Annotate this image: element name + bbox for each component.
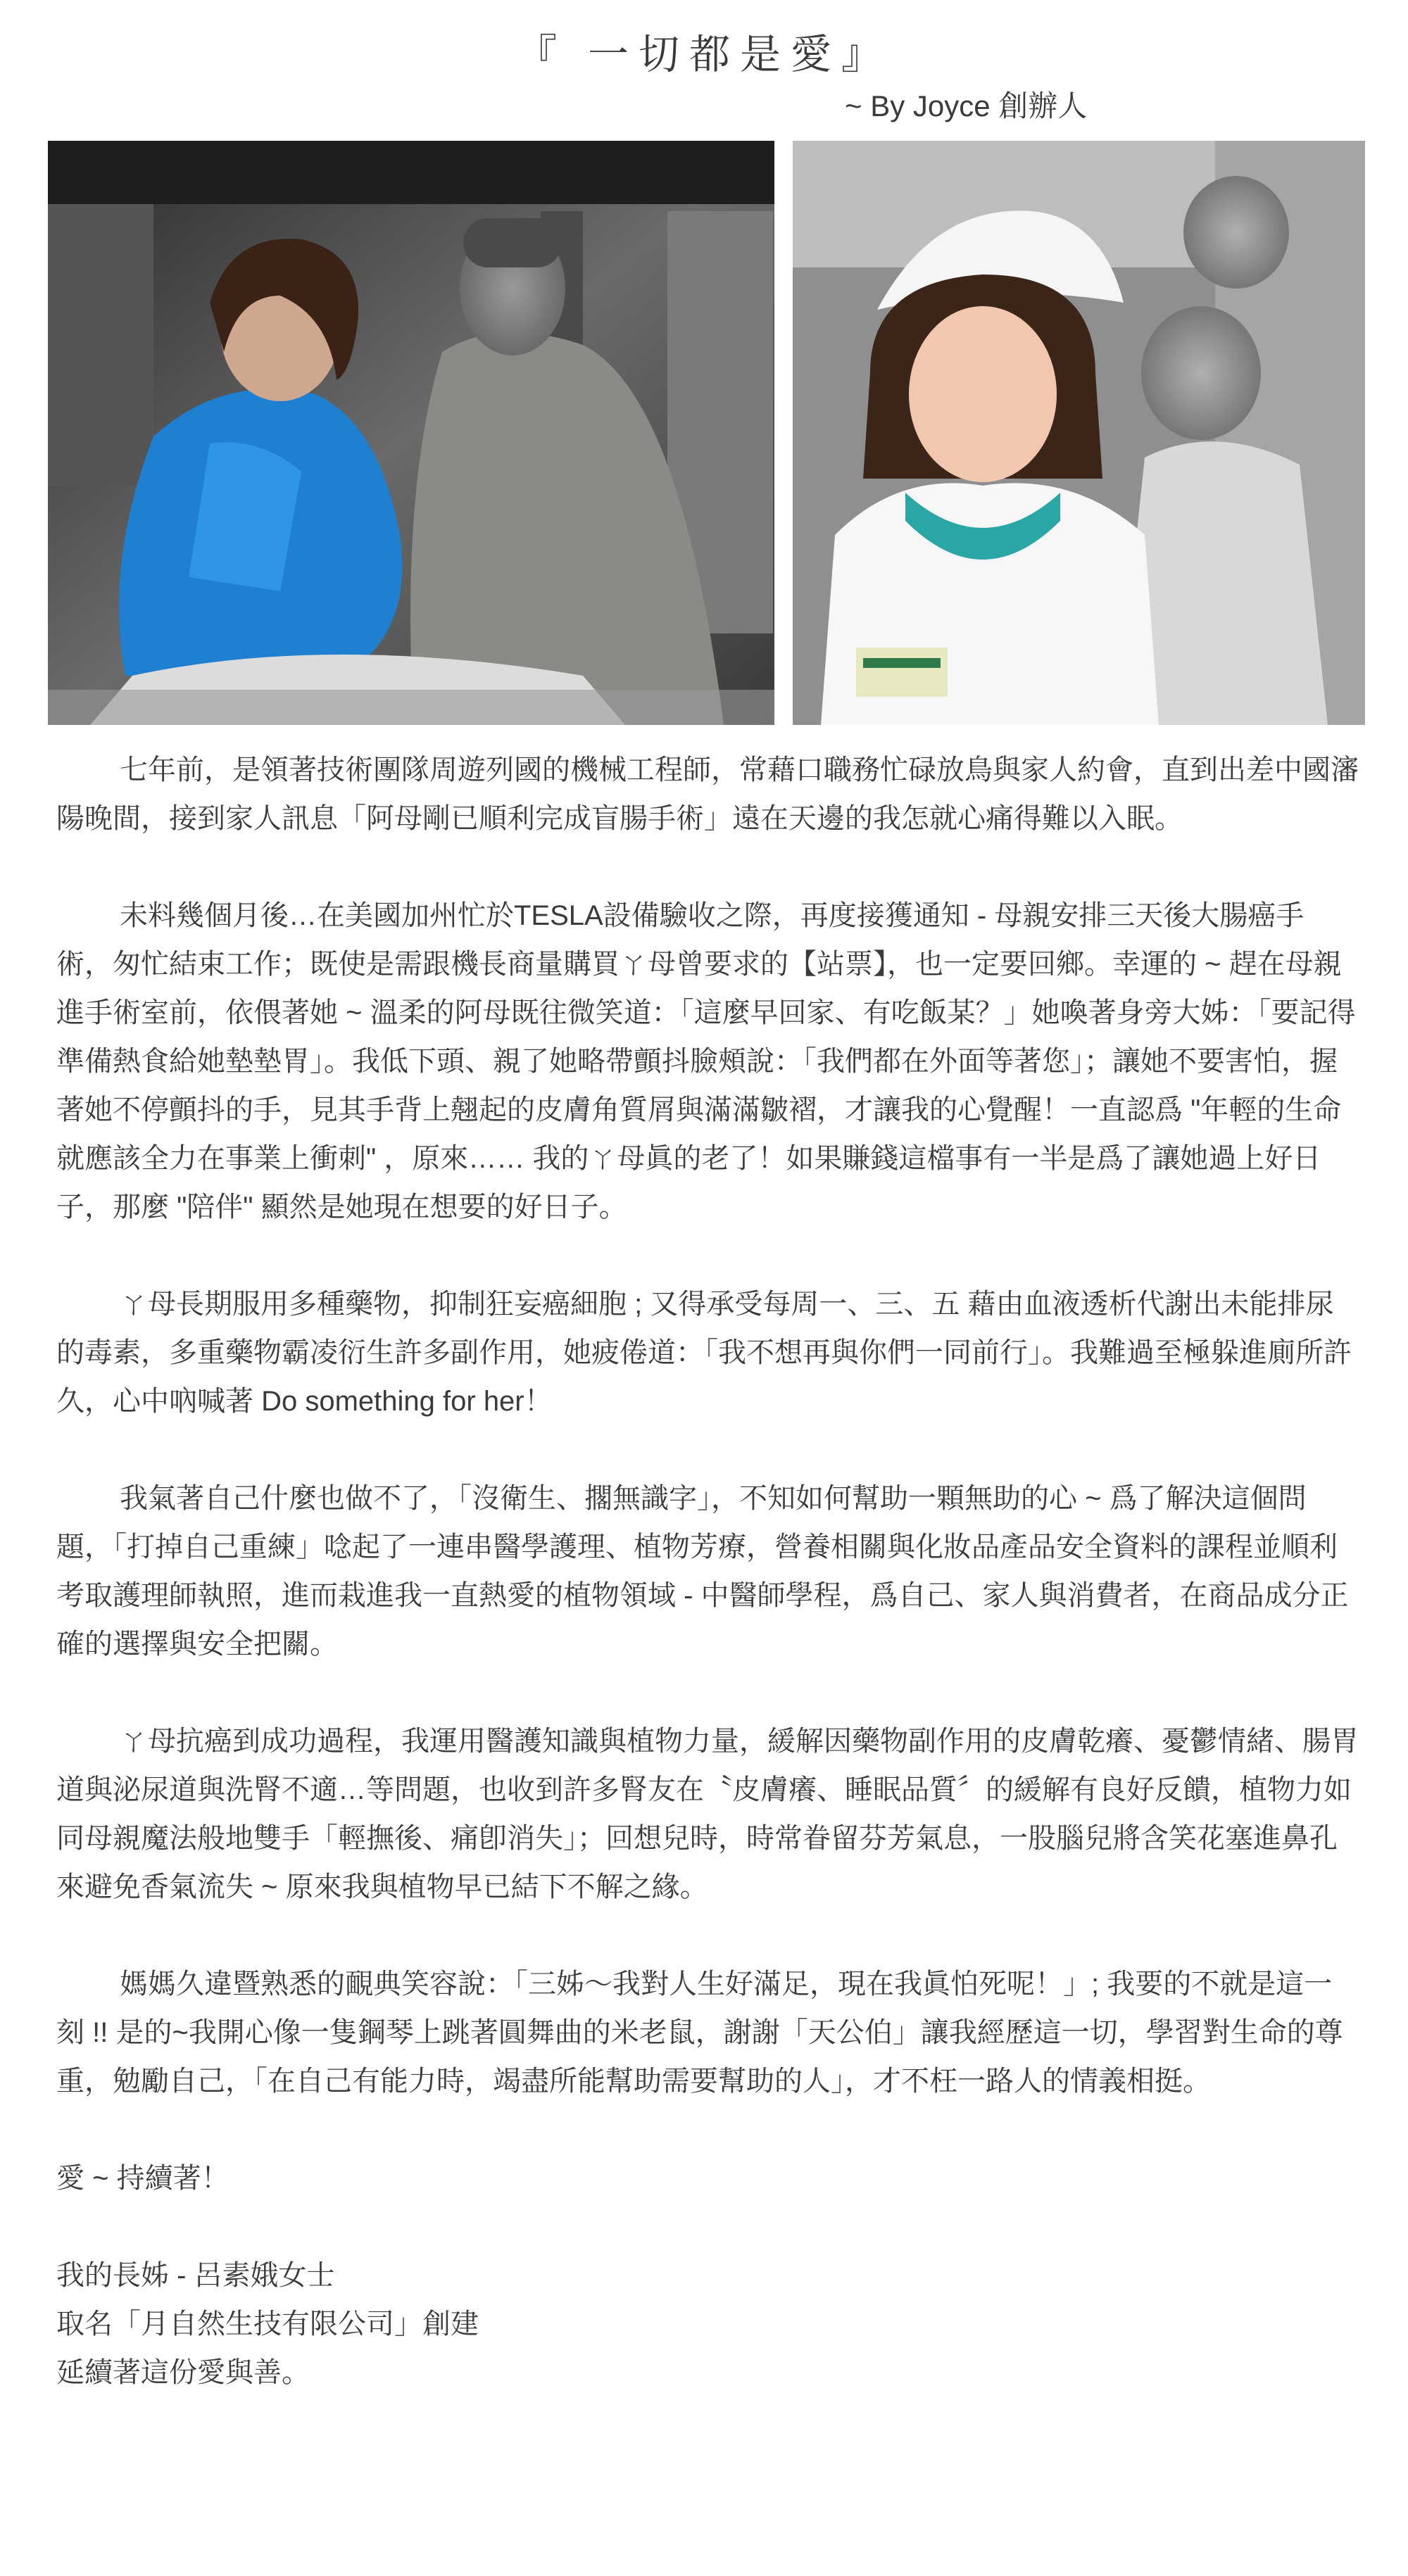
page-title: 『 一切都是愛』 — [515, 32, 893, 77]
nurse-photo — [793, 141, 1365, 725]
paragraph-1: 七年前，是領著技術團隊周遊列國的機械工程師，常藉口職務忙碌放鳥與家人約會，直到出差中國瀋陽晚間，接到家人訊息「阿母剛已順利完成盲腸手術」遠在天邊的我怎就心痛得難以入眠。 — [56, 755, 1359, 834]
signature-line: 我的長姊 - 呂素娥女士 — [56, 2260, 335, 2291]
paragraph-6: 媽媽久違暨熟悉的靦典笑容說：「三姊～我對人生好滿足，現在我眞怕死呢！」; 我要的不就是這一刻 !! 是的~我開心像一隻鋼琴上跳著圓舞曲的米老鼠，謝謝「天公伯」讓我經歷這一切，學習對生命的尊重，勉勵自己，「在自己有能力時，竭盡所能幫助需要幫助的人」，才不枉一路人的情義相挺。 — [56, 1969, 1343, 2097]
paragraph-5: ㄚ母抗癌到成功過程，我運用醫護知識與植物力量，緩解因藥物副作用的皮膚乾癢、憂鬱情緒、腸胃道與泌尿道與洗腎不適…等問題，也收到許多腎友在〝皮膚癢、睡眠品質〞的緩解有良好反饋，植物力如同母親魔法般地雙手「輕撫後、痛卽消失」；回想兒時，時常眷留芬芳氣息，一股腦兒將含笑花塞進鼻孔來避免香氣流失 ~ 原來我與植物早已結下不解之緣。 — [56, 1726, 1359, 1902]
paragraph-4: 我氣著自己什麼也做不了，「沒衛生、擱無識字」，不知如何幫助一顆無助的心 ~ 爲了解決這個問題，「打掉自己重練」唸起了一連串醫學護理、植物芳療，營養相關與化妝品產品安全資料的課程並順利考取護理師執照，進而栽進我一直熱愛的植物領域 - 中醫師學程，爲自己、家人與消費者，在商品成分正確的選擇與安全把關。 — [56, 1483, 1349, 1660]
paragraph-2: 未料幾個月後…在美國加州忙於TESLA設備驗收之際，再度接獲通知 - 母親安排三天後大腸癌手術，匆忙結束工作；既使是需跟機長商量購買ㄚ母曾要求的【站票】，也一定要回鄉。幸運的 ~ 趕在母親進手術室前，依偎著她 ~ 溫柔的阿母既往微笑道：「這麼早回家、有吃飯某？」她喚著身旁大姊：「要記得準備熱食給她墊墊胃」。我低下頭、親了她略帶顫抖臉頰說：「我們都在外面等著您」；讓她不要害怕，握著她不停顫抖的手，見其手背上翹起的皮膚角質屑與滿滿皺褶，才讓我的心覺醒！一直認爲 "年輕的生命就應該全力在事業上衝刺" ，原來…… 我的ㄚ母眞的老了！如果賺錢這檔事有一半是爲了讓她過上好日子，那麼 "陪伴" 顯然是她現在想要的好日子。 — [56, 900, 1356, 1223]
signature-line: 延續著這份愛與善。 — [56, 2357, 310, 2388]
workshop-photo — [48, 141, 774, 725]
signature-block — [56, 2252, 1359, 2397]
author-byline: ~ By Joyce 創辦人 — [845, 89, 1088, 122]
closing-line: 愛 ~ 持續著！ — [56, 2163, 230, 2194]
nurse-photo-icon — [793, 141, 1365, 725]
article-body — [56, 746, 1359, 2397]
paragraph-3: ㄚ母長期服用多種藥物，抑制狂妄癌細胞 ; 又得承受每周一、三、五 藉由血液透析代謝出未能排尿的毒素，多重藥物霸凌衍生許多副作用，她疲倦道：「我不想再與你們一同前行」。我難過至極躲進廁所許久，心中吶喊著 Do something for her！ — [56, 1289, 1352, 1417]
workshop-engineer-photo-icon — [48, 141, 774, 725]
signature-line: 取名「月自然生技有限公司」創建 — [56, 2309, 479, 2340]
